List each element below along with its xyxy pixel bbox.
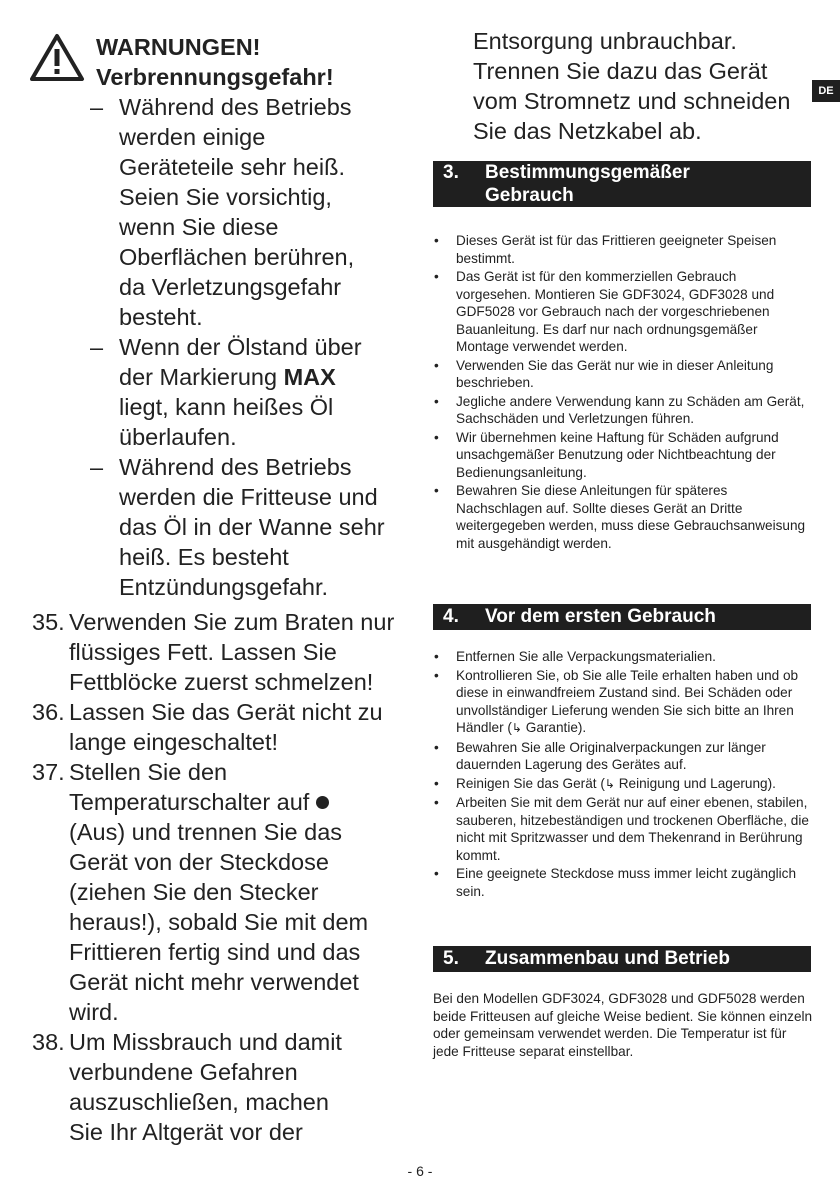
list-item: • Wir übernehmen keine Haftung für Schäden aufgrund unsachgemäßer Benutzung oder Nichtbeachtung der Bedienungsanleitung.	[433, 429, 813, 482]
item-text: Verwenden Sie zum Braten nur flüssiges Fett. Lassen Sie Fettblöcke zuerst schmelzen!	[69, 609, 395, 695]
item-text: Lassen Sie das Gerät nicht zu lange eingeschaltet!	[69, 699, 383, 755]
numbered-item-35	[32, 607, 412, 697]
warning-item-3	[90, 452, 408, 602]
section-title: Vor dem ersten Gebrauch	[485, 606, 716, 627]
list-item: • Bewahren Sie diese Anleitungen für späteres Nachschlagen auf. Sollte dieses Gerät an Dritte weitergegeben werden, muss diese Gebrauchsanweisung mit ausgehändigt werden.	[433, 482, 813, 552]
dash-mark: –	[90, 334, 104, 360]
warning-item-2	[90, 332, 408, 452]
continuation-text: Entsorgung unbrauchbar. Trennen Sie dazu das Gerät vom Stromnetz und schneiden Sie das Netzkabel ab.	[473, 28, 791, 144]
item-number: 35.	[32, 609, 65, 635]
warning-triangle-icon	[29, 32, 85, 82]
list-item: • Dieses Gerät ist für das Frittieren geeigneter Speisen bestimmt.	[433, 232, 813, 267]
warning-item-text: Während des Betriebs werden die Fritteuse und das Öl in der Wanne sehr heiß. Es besteht Entzündungsgefahr.	[119, 454, 385, 600]
section-number: 4.	[443, 606, 459, 627]
section-5-paragraph: Bei den Modellen GDF3024, GDF3028 und GDF5028 werden beide Fritteusen auf gleiche Weise bedient. Sie können einzeln oder gemeinsam verwendet werden. Die Temperatur ist für jede Fritteuse separat einstellbar.	[433, 991, 813, 1059]
section-4-heading	[433, 604, 811, 630]
list-item: • Bewahren Sie alle Originalverpackungen zur länger dauernden Lagerung des Gerätes auf.	[433, 739, 813, 774]
section-3-heading	[433, 161, 811, 207]
item-text: Stellen Sie den Temperaturschalter auf (Aus) und trennen Sie das Gerät von der Steckdose (ziehen Sie den Stecker heraus!), sobald Sie mit dem Frittieren fertig sind und das Gerät nicht mehr verwendet wird.	[69, 759, 369, 1025]
page-number: - 6 -	[407, 1163, 433, 1179]
section-5-heading	[433, 946, 811, 972]
dash-mark: –	[90, 454, 104, 480]
section-number: 3.	[443, 162, 459, 183]
warning-item-text: Wenn der Ölstand über der Markierung MAX liegt, kann heißes Öl überlaufen.	[119, 334, 362, 450]
section-title: Bestimmungsgemäßer Gebrauch	[485, 162, 690, 206]
section-3-bullets	[433, 232, 813, 553]
warning-item-1	[90, 92, 408, 332]
numbered-item-36	[32, 697, 412, 757]
dash-mark: –	[90, 94, 104, 120]
section-title: Zusammenbau und Betrieb	[485, 948, 730, 969]
section-4-bullets	[433, 648, 813, 901]
reference-arrow-icon: ↳	[604, 776, 615, 791]
cross-reference: Garantie	[525, 720, 578, 735]
list-item: • Entfernen Sie alle Verpackungsmaterialien.	[433, 648, 813, 666]
language-badge: DE	[812, 80, 840, 102]
off-dot-icon	[316, 796, 329, 809]
list-item: • Eine geeignete Steckdose muss immer leicht zugänglich sein.	[433, 865, 813, 900]
warning-title: WARNUNGEN!	[96, 34, 261, 60]
list-item: • Arbeiten Sie mit dem Gerät nur auf einer ebenen, stabilen, sauberen, hitzebeständigen und trockenen Oberfläche, die nicht mit Spritzwasser und dem Thekenrand in Berührung kommt.	[433, 794, 813, 864]
list-item: • Das Gerät ist für den kommerziellen Gebrauch vorgesehen. Montieren Sie GDF3024, GDF3028 und GDF5028 vor Gebrauch nach der vorgeschriebenen Bauanleitung. Es darf nur nach ordnungsgemäßer Montage verwendet werden.	[433, 268, 813, 356]
numbered-item-38	[32, 1027, 412, 1147]
warning-item-text: Während des Betriebs werden einige Geräteteile sehr heiß. Seien Sie vorsichtig, wenn Sie diese Oberflächen berühren, da Verletzungsgefahr besteht.	[119, 94, 355, 330]
item-number: 36.	[32, 699, 65, 725]
reference-arrow-icon: ↳	[511, 721, 522, 735]
cross-reference: Reinigung und Lagerung	[618, 775, 768, 791]
list-item: • Kontrollieren Sie, ob Sie alle Teile erhalten haben und ob diese in einwandfreiem Zustand sind. Bei Schäden oder unvollständiger Lieferung wenden Sie sich bitte an Ihren Händler (↳ Garantie).	[433, 667, 813, 738]
section-number: 5.	[443, 948, 459, 969]
item-number: 38.	[32, 1029, 65, 1055]
item-number: 37.	[32, 759, 65, 785]
list-item: • Verwenden Sie das Gerät nur wie in dieser Anleitung beschrieben.	[433, 357, 813, 392]
item-text: Um Missbrauch und damit verbundene Gefahren auszuschließen, machen Sie Ihr Altgerät vor der	[69, 1029, 342, 1145]
list-item: • Jegliche andere Verwendung kann zu Schäden am Gerät, Sachschäden und Verletzungen führen.	[433, 393, 813, 428]
warning-subtitle: Verbrennungsgefahr!	[96, 64, 334, 90]
max-marker-label: MAX	[283, 364, 336, 390]
numbered-item-37	[32, 757, 412, 1027]
list-item: • Reinigen Sie das Gerät (↳ Reinigung und Lagerung).	[433, 775, 813, 794]
